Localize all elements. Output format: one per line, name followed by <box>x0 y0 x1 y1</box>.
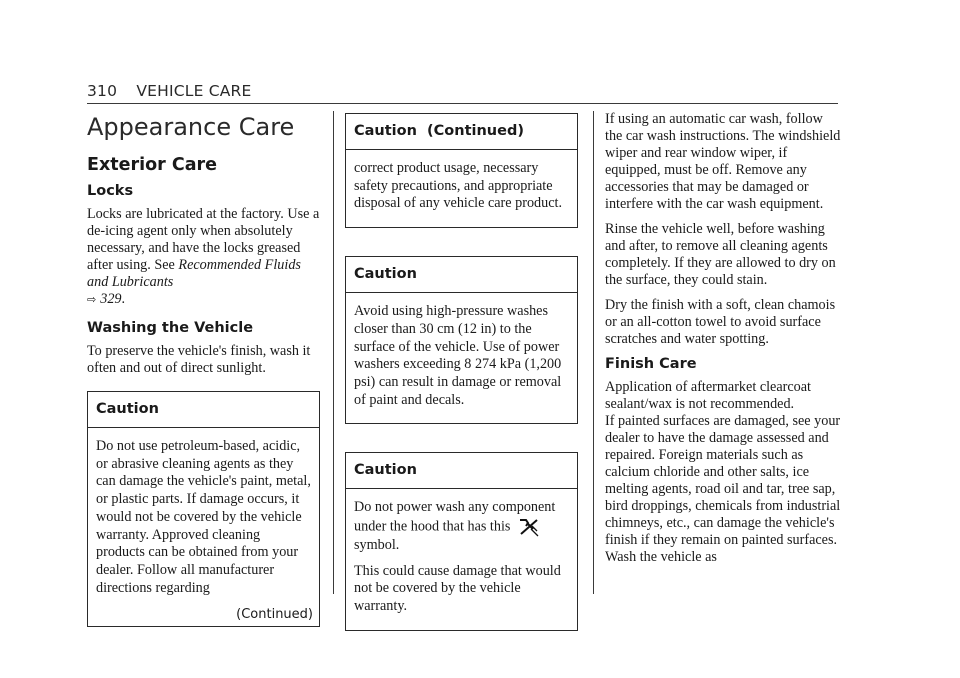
column-divider-2 <box>593 111 594 594</box>
caution-body <box>88 428 319 611</box>
header-rule <box>87 103 838 104</box>
section-title: VEHICLE CARE <box>136 82 252 100</box>
caution-box-3 <box>345 452 578 631</box>
locks-text: Locks are lubricated at the factory. Use a de-icing agent only when absolutely necessary, and have the locks greased after using. See <box>87 206 320 273</box>
caution-title: Caution (Continued) <box>346 114 577 150</box>
column-divider-1 <box>333 111 334 594</box>
caution-box-2 <box>345 256 578 424</box>
subsection-heading-finish-care: Finish Care <box>605 356 697 372</box>
subsection-heading-washing: Washing the Vehicle <box>87 320 254 336</box>
caution-text: Do not use petroleum-based, acidic, or abrasive cleaning agents as they can damage the vehicle's paint, metal, or plastic parts. If damage occurs, it would not be covered by the vehicle warranty. Approved cleaning products can be obtained from your dealer. Follow all manufacturer directions regarding <box>96 438 311 596</box>
subsection-heading-locks: Locks <box>87 183 134 199</box>
column-2 <box>345 111 578 631</box>
caution-title: Caution <box>346 453 577 489</box>
page-header <box>87 82 252 100</box>
finish-paragraph-1: Application of aftermarket clearcoat sealant/wax is not recommended. <box>605 379 812 412</box>
caution-box-continued <box>345 113 578 228</box>
finish-paragraph-2: If painted surfaces are damaged, see your dealer to have the damage assessed and repaired. Foreign materials such as calcium chloride and other salts, ice melting agents, road oil and tar, tree sap, bird droppings, chemicals from industrial chimneys, etc., can damage the vehicle's finish if they remain on painted surfaces. Wash the vehicle as <box>605 413 841 565</box>
dry-paragraph: Dry the finish with a soft, clean chamois or an all-cotton towel to avoid surface scratches and water spotting. <box>605 297 836 347</box>
no-power-wash-icon <box>518 517 540 537</box>
caution-text-a: Do not power wash any component under the hood that has this <box>354 499 556 535</box>
caution-body <box>346 150 577 227</box>
car-wash-paragraph: If using an automatic car wash, follow the car wash instructions. The windshield wiper and rear window wiper, if equipped, must be off. Remove any accessories that may be damaged or interfere with the car wash equipment. <box>605 111 841 212</box>
caution-text <box>354 499 569 554</box>
column-3 <box>605 111 841 574</box>
caution-title: Caution <box>346 257 577 293</box>
page-number: 310 <box>87 82 118 100</box>
cross-reference-end: . <box>121 291 126 307</box>
page-title: Appearance Care <box>87 113 295 141</box>
caution-text-c: This could cause damage that would not be covered by the vehicle warranty. <box>354 562 561 615</box>
caution-body <box>346 293 577 423</box>
washing-paragraph: To preserve the vehicle's finish, wash it often and out of direct sunlight. <box>87 343 311 376</box>
caution-body <box>346 489 577 630</box>
rinse-paragraph: Rinse the vehicle well, before washing and after, to remove all cleaning agents completely. If they are allowed to dry on the surface, they could stain. <box>605 221 836 288</box>
column-1 <box>87 111 320 627</box>
continued-label: (Continued) <box>236 607 313 623</box>
page-ref-arrow-icon: ⇨ <box>87 293 97 306</box>
locks-paragraph <box>87 206 320 308</box>
section-heading-exterior-care: Exterior Care <box>87 155 218 175</box>
caution-box-1 <box>87 391 320 627</box>
caution-text: correct product usage, necessary safety precautions, and appropriate disposal of any vehicle care product. <box>354 160 563 212</box>
caution-text-b: symbol. <box>354 537 400 554</box>
cross-reference-link[interactable]: Recommended Fluids and Lubricants <box>87 257 301 290</box>
caution-title: Caution <box>88 392 319 428</box>
caution-text: Avoid using high-pressure washes closer than 30 cm (12 in) to the surface of the vehicle. Use of power washers exceeding 8 274 kPa (1,200 psi) can result in damage or removal of paint and decals. <box>354 303 562 408</box>
cross-reference-page[interactable]: 329 <box>100 291 122 307</box>
